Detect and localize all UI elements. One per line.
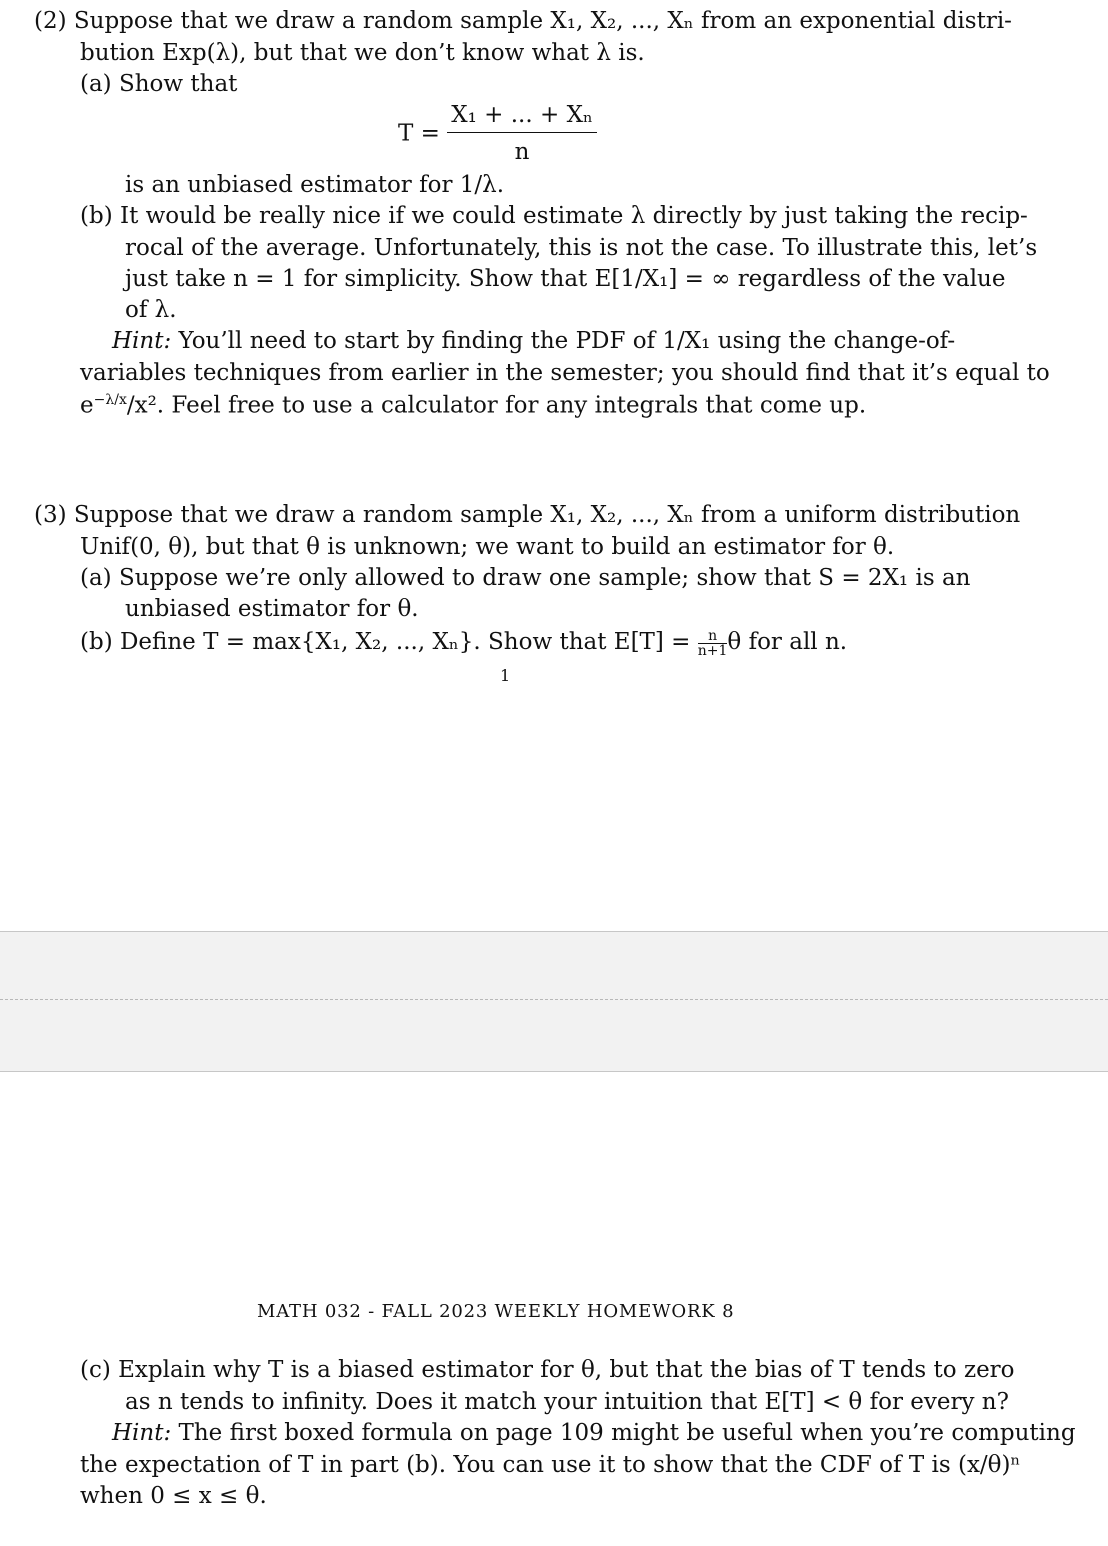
p2-line1: (2) Suppose that we draw a random sample X₁, X₂, ..., Xₙ from an exponential distri- bbox=[34, 8, 1012, 34]
p3-line1: (3) Suppose that we draw a random sample X₁, X₂, ..., Xₙ from a uniform distribution bbox=[34, 502, 1021, 528]
p2-eq-lhs: T = bbox=[398, 120, 440, 147]
p2-part-b-line4: of λ. bbox=[125, 297, 177, 323]
p2-part-b-line2: rocal of the average. Unfortunately, this is not the case. To illustrate this, let’s bbox=[125, 235, 1038, 261]
p3-part-a-line2: unbiased estimator for θ. bbox=[125, 596, 419, 622]
p3-part-c-hint-text1: The first boxed formula on page 109 might be useful when you’re computing bbox=[171, 1420, 1076, 1446]
p2-eq-denominator: n bbox=[514, 139, 530, 165]
page-break-divider bbox=[0, 999, 1108, 1000]
p2-hint-exp-sup: −λ/x bbox=[93, 392, 127, 408]
p3-part-b-frac-den: n+1 bbox=[697, 643, 728, 659]
p3-part-b-frac-num: n bbox=[698, 629, 728, 644]
p2-part-b-line1: (b) It would be really nice if we could estimate λ directly by just taking the recip- bbox=[80, 203, 1028, 229]
p2-hint-text3: /x². Feel free to use a calculator for any integrals that come up. bbox=[126, 392, 867, 419]
p3-part-b-line bbox=[80, 629, 847, 658]
p2-hint-line2: variables techniques from earlier in the semester; you should find that it’s equal to bbox=[80, 360, 1050, 386]
p2-eq-numerator: X₁ + ... + Xₙ bbox=[447, 102, 597, 133]
p2-part-b-line3: just take n = 1 for simplicity. Show that E[1/X₁] = ∞ regardless of the value bbox=[125, 266, 1006, 292]
p2-hint-exp-base: e bbox=[80, 392, 94, 419]
page-break-gap bbox=[0, 931, 1108, 1072]
p2-hint-label: Hint: bbox=[112, 328, 172, 354]
p3-part-c-hint-line2: the expectation of T in part (b). You can use it to show that the CDF of T is (x/θ)ⁿ bbox=[80, 1452, 1021, 1478]
p3-part-c-hint-label: Hint: bbox=[112, 1420, 172, 1446]
p2-part-a-label: (a) Show that bbox=[80, 71, 238, 97]
p3-part-b-pre: (b) Define T = max{X₁, X₂, ..., Xₙ}. Show that E[T] = bbox=[80, 629, 691, 655]
p3-part-c-hint-line1 bbox=[112, 1422, 1076, 1445]
p3-part-b-fraction bbox=[698, 629, 728, 658]
p3-line2: Unif(0, θ), but that θ is unknown; we want to build an estimator for θ. bbox=[80, 534, 895, 560]
p3-part-c-line1: (c) Explain why T is a biased estimator for θ, but that the bias of T tends to zero bbox=[80, 1357, 1015, 1383]
p2-hint-line3 bbox=[80, 393, 866, 418]
p3-part-a-line1: (a) Suppose we’re only allowed to draw one sample; show that S = 2X₁ is an bbox=[80, 565, 971, 591]
p3-part-c-hint-line3: when 0 ≤ x ≤ θ. bbox=[80, 1483, 267, 1509]
p2-hint-text1: You’ll need to start by finding the PDF of 1/X₁ using the change-of- bbox=[171, 328, 956, 354]
page-header: MATH 032 - FALL 2023 WEEKLY HOMEWORK 8 bbox=[257, 1301, 735, 1322]
p2-equation bbox=[398, 102, 597, 165]
p2-hint-line1 bbox=[112, 330, 955, 353]
p2-part-a-tail: is an unbiased estimator for 1/λ. bbox=[125, 172, 505, 198]
p2-eq-fraction bbox=[447, 102, 597, 165]
p3-part-c-line2: as n tends to infinity. Does it match your intuition that E[T] < θ for every n? bbox=[125, 1389, 1009, 1415]
page-number: 1 bbox=[500, 666, 511, 685]
p2-line2: bution Exp(λ), but that we don’t know what λ is. bbox=[80, 40, 645, 66]
p3-part-b-post: θ for all n. bbox=[727, 629, 848, 655]
